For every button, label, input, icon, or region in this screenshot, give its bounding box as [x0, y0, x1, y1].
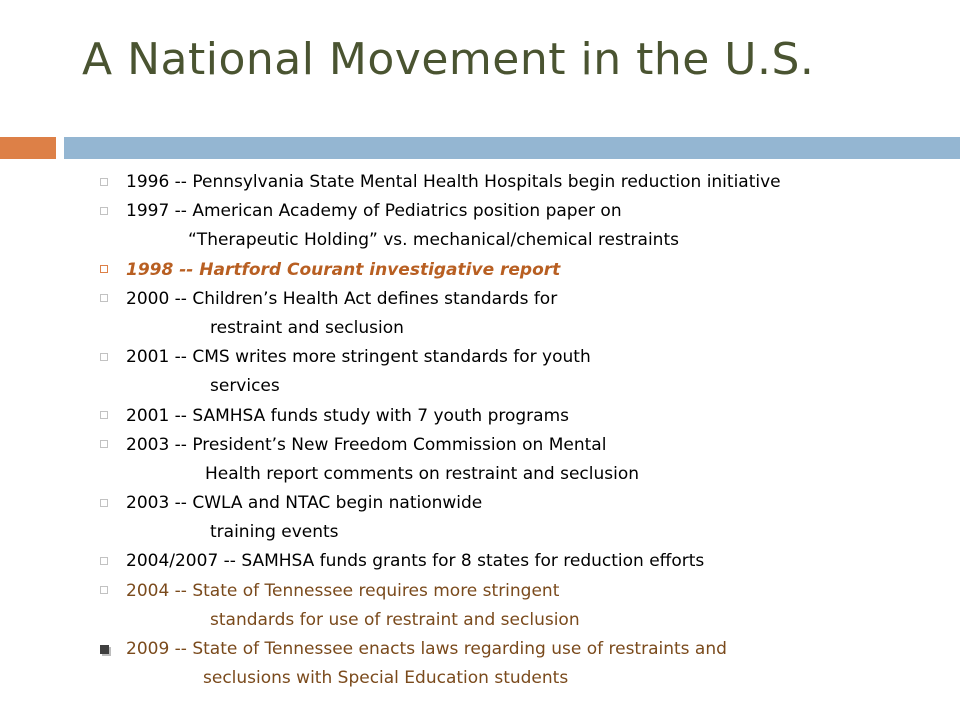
accent-bar-orange [0, 137, 56, 159]
list-item-1996 [0, 168, 960, 197]
accent-bar-blue [64, 137, 960, 159]
item-text: 2004 -- State of Tennessee requires more stringent [126, 580, 560, 601]
item-text: 2001 -- CMS writes more stringent standards for youth [126, 347, 591, 368]
item-text-continuation: restraint and seclusion [210, 317, 404, 338]
item-text: 2001 -- SAMHSA funds study with 7 youth programs [126, 405, 569, 426]
item-text-continuation: standards for use of restraint and seclusion [210, 609, 580, 630]
item-text: 1997 -- American Academy of Pediatrics position paper on [126, 201, 622, 222]
item-text: 2000 -- Children’s Health Act defines standards for [126, 288, 558, 309]
item-text-continuation: services [210, 376, 280, 397]
item-text-continuation: “Therapeutic Holding” vs. mechanical/chemical restraints [188, 230, 679, 251]
list-item-2004-tennessee [0, 577, 960, 635]
timeline-list [0, 168, 960, 693]
item-text-continuation: seclusions with Special Education students [203, 668, 569, 689]
item-text: 1996 -- Pennsylvania State Mental Health Hospitals begin reduction initiative [126, 172, 781, 192]
list-item-2009-tennessee [0, 635, 960, 693]
item-text-continuation: Health report comments on restraint and seclusion [205, 463, 640, 484]
list-item-2004-2007 [0, 547, 960, 576]
list-item-1997 [0, 197, 960, 255]
list-item-1998 [0, 256, 960, 285]
list-item-2003-commission [0, 431, 960, 489]
list-item-2001-cms [0, 343, 960, 401]
slide-title: A National Movement in the U.S. [82, 34, 815, 85]
item-text: 2009 -- State of Tennessee enacts laws regarding use of restraints and [126, 639, 727, 659]
item-text: 2004/2007 -- SAMHSA funds grants for 8 states for reduction efforts [126, 551, 705, 572]
item-text-continuation: training events [210, 522, 339, 543]
item-text: 1998 -- Hartford Courant investigative report [126, 259, 561, 280]
list-item-2001-samhsa [0, 402, 960, 431]
item-text: 2003 -- President’s New Freedom Commission on Mental [126, 434, 607, 455]
list-item-2000 [0, 285, 960, 343]
list-item-2003-cwla [0, 489, 960, 547]
item-text: 2003 -- CWLA and NTAC begin nationwide [126, 493, 483, 514]
